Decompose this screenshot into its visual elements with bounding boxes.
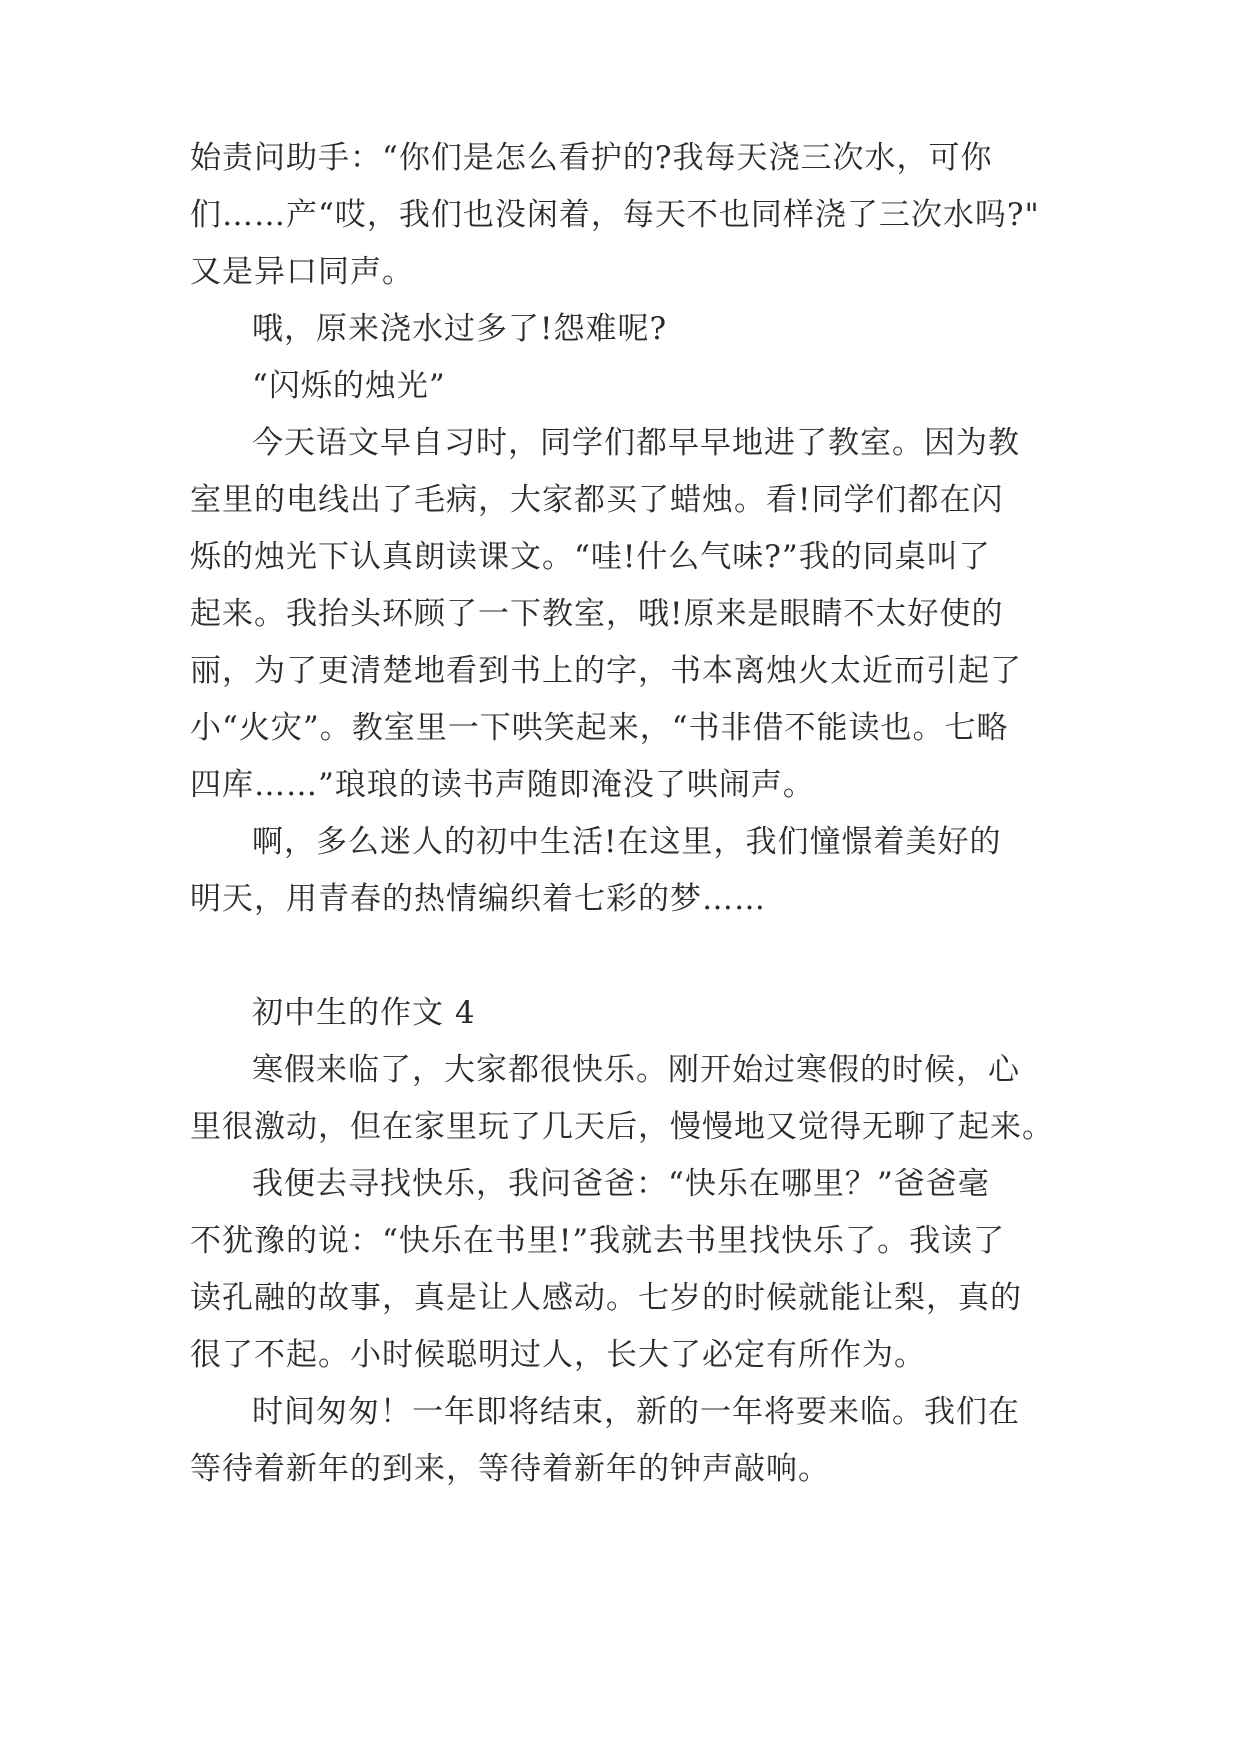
paragraph (190, 358, 1050, 415)
paragraph (190, 1042, 1054, 1156)
paragraph (190, 1156, 1050, 1384)
paragraph (190, 415, 1050, 814)
text-line: 时间匆匆！一年即将结束，新的一年将要来临。我们在 (252, 1394, 1020, 1430)
section-heading (190, 985, 1050, 1042)
text-line: 丽，为了更清楚地看到书上的字，书本离烛火太近而引起了 (190, 653, 1022, 689)
section-spacer (190, 928, 1050, 985)
text-line: 们……产“哎，我们也没闲着，每天不也同样浇了三次水吗?" (190, 197, 1040, 233)
text-line: 初中生的作文 4 (252, 995, 476, 1031)
text-line: “闪烁的烛光” (252, 368, 446, 404)
document-body (190, 130, 1054, 1498)
paragraph (190, 130, 1050, 301)
text-line: 我便去寻找快乐，我问爸爸：“快乐在哪里？”爸爸毫 (252, 1166, 990, 1202)
text-line: 很了不起。小时候聪明过人，长大了必定有所作为。 (190, 1337, 926, 1373)
text-line: 里很激动，但在家里玩了几天后，慢慢地又觉得无聊了起来。 (190, 1109, 1054, 1145)
text-line: 寒假来临了，大家都很快乐。刚开始过寒假的时候，心 (252, 1052, 1020, 1088)
text-line: 四库……”琅琅的读书声随即淹没了哄闹声。 (190, 767, 815, 803)
paragraph (190, 301, 1050, 358)
paragraph (190, 1384, 1050, 1498)
text-line: 又是异口同声。 (190, 254, 414, 290)
text-line: 啊，多么迷人的初中生活!在这里，我们憧憬着美好的 (252, 824, 1002, 860)
text-line: 今天语文早自习时，同学们都早早地进了教室。因为教 (252, 425, 1020, 461)
text-line: 小“火灾”。教室里一下哄笑起来，“书非借不能读也。七略 (190, 710, 1009, 746)
text-line: 读孔融的故事，真是让人感动。七岁的时候就能让梨，真的 (190, 1280, 1022, 1316)
text-line: 哦，原来浇水过多了!怨难呢? (252, 311, 668, 347)
text-line: 等待着新年的到来，等待着新年的钟声敲响。 (190, 1451, 830, 1487)
text-line: 起来。我抬头环顾了一下教室，哦!原来是眼睛不太好使的 (190, 596, 1004, 632)
text-line: 不犹豫的说：“快乐在书里!”我就去书里找快乐了。我读了 (190, 1223, 1006, 1259)
text-line: 明天，用青春的热情编织着七彩的梦…… (190, 881, 766, 917)
text-line: 烁的烛光下认真朗读课文。“哇!什么气味?”我的同桌叫了 (190, 539, 991, 575)
text-line: 室里的电线出了毛病，大家都买了蜡烛。看!同学们都在闪 (190, 482, 1004, 518)
paragraph (190, 814, 1050, 928)
text-line: 始责问助手：“你们是怎么看护的?我每天浇三次水，可你 (190, 140, 993, 176)
